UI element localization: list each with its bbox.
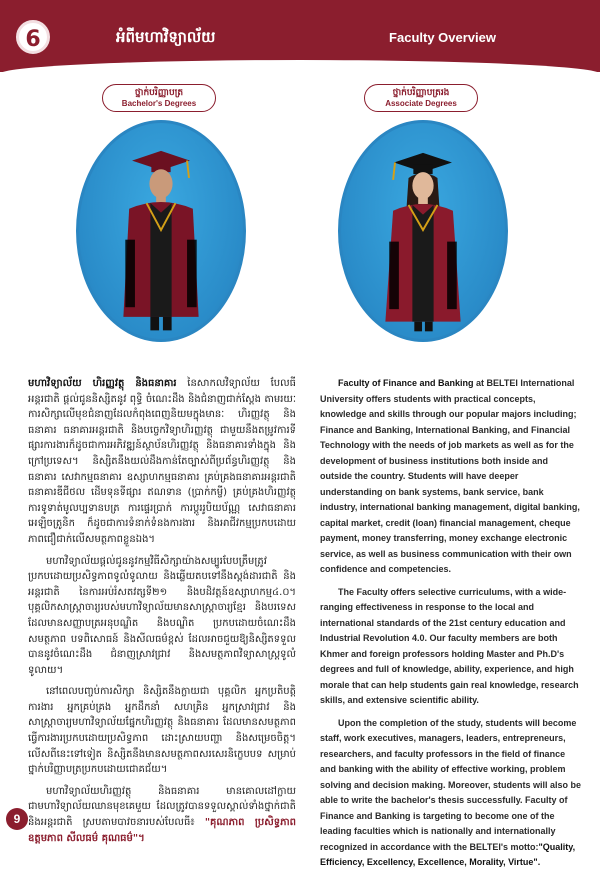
bachelor-label-khmer: ថ្នាក់បរិញ្ញាបត្រ bbox=[134, 88, 184, 98]
header-title-english: Faculty Overview bbox=[389, 30, 496, 45]
english-paragraph-3-body: Upon the completion of the study, students will become staff, work executives, managers, leaders, entrepreneurs, researchers, and faculty professors in the field of finance and banking with the ability of effective working, problem solving and decision making. Moreover, students will also be able to write the bachelor's thesis successfully. Faculty of Finance and Banking is targeting to become one of the leading faculties which is nationally and internationally recognized in accordance with the BELTEI's motto: bbox=[320, 717, 582, 852]
khmer-paragraph-2: មហាវិទ្យាល័យផ្តល់ជូននូវកម្មវិធីសិក្សាយ៉ាងសម្បូរបែបត្រឹមត្រូវ ប្រកបដោយប្រសិទ្ធភាពទូលំទូលាយ និងឆ្លើយតបទៅនឹងស្តង់ដារជាតិ និងអន្តរជាតិ នៃការអប់រំសតវត្សទី២១ និងបដិវត្តន៍ឧស្សាហកម្ម៤.០។ បុគ្គលិកសាស្ត្រាចារ្យរបស់មហាវិទ្យាល័យមានសាស្ត្រាចារ្យខ្មែរ និងបរទេសដែលមានសញ្ញាបត្រអនុបណ្ឌិត និងបណ្ឌិត ប្រកបដោយចំណេះដឹង សមត្ថភាព បទពិសោធន៍ និងសីលធម៌ខ្ពស់ ដែលអាចជួយឱ្យនិស្សិតទទួលបាននូវចំណេះដឹង ជំនាញស្រាវជ្រាវ និងសមត្ថភាពវិទ្យាសាស្ត្រទូលំទូលាយ។ bbox=[28, 555, 296, 676]
associate-graduate-photo bbox=[338, 120, 508, 342]
english-paragraph-1-body: at BELTEI International University offers students with practical concepts, knowledge and skills through our popular majors including; Finance and Banking, International Banking, and Financial Technology with the needs of job markets as well as for the development of business institutions both inside and outside the country. Students will have deeper understanding on bank systems, bank service, bank industry, international banking management, digital banking, capital market, credit (loan) financial management, cheque payment, money transferring, money exchange electronic service, as well as business communication with their own confidence and competencies. bbox=[320, 378, 580, 574]
english-paragraph-3 bbox=[320, 716, 582, 871]
khmer-paragraph-1-body: នៃសាកលវិទ្យាល័យ បែលធី អន្តរជាតិ ផ្តល់ជូននិស្សិតនូវ ពុទ្ធិ ចំណេះដឹង និងជំនាញជាក់ស្តែង តាមរយៈការសិក្សាលើមុខជំនាញដែលកំពុងពេញនិយមក្នុងមានៈ ហិរញ្ញវត្ថុ និងធនាគារ ធនាគារអន្តរជាតិ និងបច្ចេកវិទ្យាហិរញ្ញវត្ថុ ជាមួយនឹងតម្រូវការទីផ្សារការងារក៏ដូចជាការអភិវឌ្ឍន៍ស្ថាប័នហិរញ្ញវត្ថុ និងធនាគារទាំងក្នុង និងក្រៅប្រទេស។ និស្សិតនឹងយល់ដឹងកាន់តែច្បាស់ពីប្រព័ន្ធហិរញ្ញវត្ថុ និងធនាគារ សេវាកម្មធនាគារ ឧស្សាហកម្មធនាគារ គ្រប់គ្រងធនាគារអន្តរជាតិ ធនាគារឌីជីថល ដើមទុនទីផ្សារ ឥណទាន (ប្រាក់កម្ចី) គ្រប់គ្រងហិរញ្ញវត្ថុ ការទូទាត់មូលប្បទានបត្រ ការផ្ទេរប្រាក់ ការប្តូររូបិយប័ណ្ណ សេវាធនាគារអេឡិចត្រូនិក ក៏ដូចជាការទំនាក់ទំនងការងារ និងអាជីវកម្មប្រកបដោយភាពជឿជាក់លើសមត្ថភាពខ្លួនឯង។ bbox=[28, 378, 297, 545]
english-paragraph-1 bbox=[320, 376, 582, 578]
english-paragraph-2: The Faculty offers selective curriculums, with a wide-ranging effectiveness in response to the local and international standards of the 21st century education and Industrial Revolution 4.0. Our faculty members are both Khmer and foreign professors holding Master and Ph.D's degrees and full of knowledge, ability, experience, and high morale that can help students gain real knowledge, research skills, and extensive scientific ability. bbox=[320, 586, 579, 705]
bachelor-graduate-photo bbox=[76, 120, 246, 342]
khmer-motto: "គុណភាព ប្រសិទ្ធភាព ឧត្តមភាព សីលធម៌ គុណធម៌"។ bbox=[28, 817, 296, 844]
khmer-text-column bbox=[28, 376, 296, 852]
english-motto: "Quality, Efficiency, Excellency, Excellence, Morality, Virtue". bbox=[320, 841, 576, 867]
bachelor-degree-label bbox=[102, 84, 216, 112]
associate-label-khmer: ថ្នាក់បរិញ្ញាបត្ររង bbox=[392, 88, 450, 98]
khmer-paragraph-3: នៅពេលបញ្ចប់ការសិក្សា និស្សិតនឹងក្លាយជា បុគ្គលិក អ្នកប្រតិបត្តិការងារ អ្នកគ្រប់គ្រង អ្នកដឹកនាំ សហគ្រិន អ្នកស្រាវជ្រាវ និងសាស្ត្រាចារ្យមហាវិទ្យាល័យផ្នែកហិរញ្ញវត្ថុ និងធនាគារ ដែលមានសមត្ថភាពធ្វើការងារប្រកបដោយប្រសិទ្ធភាព ដោះស្រាយបញ្ហា និងសម្រេចចិត្ត។ លើសពីនេះទៅទៀត និស្សិតនឹងមានសមត្ថភាពសរសេរនិក្ខេបបទ សម្រាប់ថ្នាក់បរិញ្ញាបត្រប្រកបដោយជោគជ័យ។ bbox=[28, 686, 296, 776]
page-number-badge: 9 bbox=[6, 808, 28, 830]
khmer-faculty-name: មហាវិទ្យាល័យ ហិរញ្ញវត្ថុ និងធនាគារ bbox=[28, 378, 177, 389]
header-band bbox=[0, 0, 600, 72]
associate-degree-label bbox=[364, 84, 478, 112]
associate-label-english: Associate Degrees bbox=[385, 99, 457, 108]
khmer-paragraph-1 bbox=[28, 376, 296, 548]
header-title-khmer: អំពីមហាវិទ្យាល័យ bbox=[116, 28, 216, 46]
bachelor-label-english: Bachelor's Degrees bbox=[121, 99, 197, 108]
english-text-column bbox=[320, 376, 582, 878]
khmer-paragraph-4-body: មហាវិទ្យាល័យហិរញ្ញវត្ថុ និងធនាគារ មានគោលដៅក្លាយជាមហាវិទ្យាល័យឈានមុខគេមួយ ដែលត្រូវបានទទួលស្គាល់ទាំងថ្នាក់ជាតិ និងអន្តរជាតិ ស្របតាមបាវចនារបស់បែលធី៖ bbox=[28, 785, 296, 829]
male-graduate-figure bbox=[79, 123, 243, 339]
section-number-badge: 6 bbox=[16, 20, 50, 54]
khmer-paragraph-4 bbox=[28, 784, 296, 846]
header-curve bbox=[0, 60, 600, 74]
female-graduate-figure bbox=[341, 123, 505, 339]
english-faculty-name: Faculty of Finance and Banking bbox=[338, 378, 474, 388]
